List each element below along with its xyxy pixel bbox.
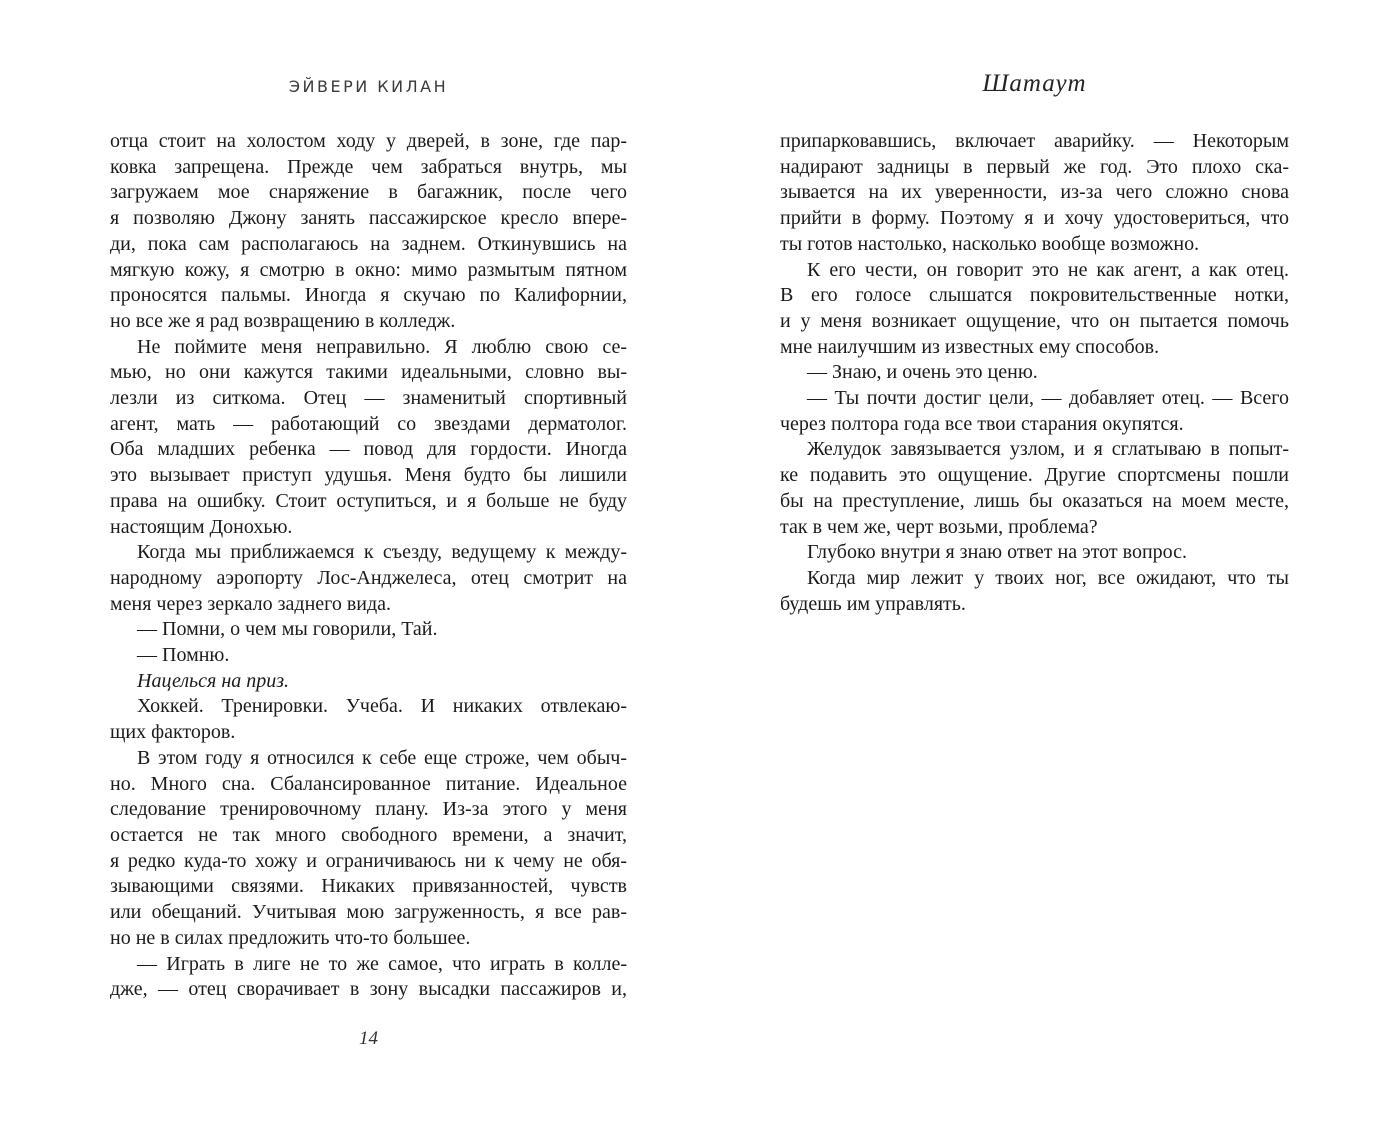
text-line: В его голосе слышатся покровительственные нотки, [780,284,1289,307]
text-line: Глубоко внутри я знаю ответ на этот вопрос. [807,541,1188,564]
text-line: ди, пока сам располагаюсь на заднем. Откинувшись на [110,232,627,255]
text-line: ке подавить это ощущение. Другие спортсмены пошли [780,464,1289,487]
text-line: зывающими связями. Никаких привязанностей, чувств [110,875,627,898]
text-line: Желудок завязывается узлом, и я сглатываю в попыт- [807,438,1289,461]
text-line: Нацелься на приз. [137,669,290,692]
text-line: К его чести, он говорит это не как агент, а как отец. [807,258,1289,281]
text-line: меня через зеркало заднего вида. [110,592,392,615]
text-line: щих факторов. [110,721,236,744]
paragraph [110,335,627,541]
text-line: бы на преступление, лишь бы оказаться на моем месте, [780,489,1289,512]
text-line: через полтора года все твои старания окупятся. [780,412,1184,435]
text-line: Когда мы приближаемся к съезду, ведущему к между- [137,541,627,564]
text-line: будешь им управлять. [780,592,966,615]
text-line: агент, мать — работающий со звездами дерматолог. [110,412,627,435]
text-line: Не поймите меня неправильно. Я люблю свою се- [137,335,627,358]
text-line: прийти в форму. Поэтому я и хочу удостовериться, что [780,207,1289,230]
text-line: ты готов настолько, насколько вообще возможно. [780,232,1200,255]
paragraph [110,694,627,745]
text-line: припарковавшись, включает аварийку. — Некоторым [780,130,1289,152]
text-line: отца стоит на холостом ходу у дверей, в зоне, где пар- [110,130,627,152]
text-line: мью, но они кажутся такими идеальными, словно вы- [110,361,627,384]
page-number: 14 [359,1028,378,1049]
text-line: следование тренировочному плану. Из-за этого у меня [110,798,627,821]
text-line: надирают задницы в первый же год. Это плохо ска- [780,155,1289,178]
text-line: но. Много сна. Сбалансированное питание. Идеальное [110,772,627,795]
text-line: но все же я рад возвращению в колледж. [110,309,456,332]
paragraph [780,566,1289,617]
text-line: остается не так много свободного времени, а значит, [110,823,627,846]
text-line: проносятся пальмы. Иногда я скучаю по Калифорнии, [110,284,627,307]
text-line: мягкую кожу, я смотрю в окно: мимо размытым пятном [110,258,627,281]
paragraph [780,437,1289,540]
paragraph [780,258,1289,361]
text-line: так в чем же, черт возьми, проблема? [780,515,1098,538]
text-line: народному аэропорту Лос-Анджелеса, отец смотрит на [110,566,627,589]
text-line: — Помни, о чем мы говорили, Тай. [137,618,438,641]
paragraph [110,643,627,669]
text-line: мне наилучшим из известных ему способов. [780,335,1160,358]
text-line: — Помню. [137,644,230,667]
paragraph [110,540,627,617]
text-line: — Играть в лиге не то же самое, что играть в колле- [137,952,627,975]
text-line: я редко куда-то хожу и ограничиваюсь ни к чему не обя- [110,849,627,872]
text-line: В этом году я относился к себе еще строже, чем обыч- [137,746,627,769]
paragraph [780,386,1289,437]
paragraph [780,360,1289,386]
text-line: это вызывает приступ удушья. Меня будто бы лишили [110,464,627,487]
text-line: или обещаний. Учитывая мою загруженность, я все рав- [110,901,627,924]
paragraph [110,669,627,695]
paragraph [110,746,627,952]
text-line: лезли из ситкома. Отец — знаменитый спортивный [110,387,627,410]
text-line: но не в силах предложить что-то большее. [110,926,471,949]
text-line: я позволяю Джону занять пассажирское кресло впере- [110,207,627,230]
paragraph [780,540,1289,566]
text-line: зывается на их уверенности, из-за чего сложно снова [780,181,1289,204]
text-line: загружаем мое снаряжение в багажник, после чего [110,181,627,204]
paragraph [780,129,1289,258]
text-line: Когда мир лежит у твоих ног, все ожидают, что ты [807,566,1289,589]
text-line: Хоккей. Тренировки. Учеба. И никаких отвлекаю- [137,695,627,718]
text-line: — Знаю, и очень это ценю. [807,361,1038,384]
running-header-book-title: Шатаут [982,70,1087,97]
text-line: и у меня возникает ощущение, что он пытается помочь [780,309,1289,332]
paragraph [110,129,627,335]
running-header-author: ЭЙВЕРИ КИЛАН [288,77,449,96]
text-line: права на ошибку. Стоит оступиться, и я больше не буду [110,489,627,512]
right-page-text-column [780,129,1289,617]
text-line: дже, — отец сворачивает в зону высадки пассажиров и, [110,978,627,1001]
text-line: — Ты почти достиг цели, — добавляет отец. — Всего [807,387,1289,410]
text-line: Оба младших ребенка — повод для гордости. Иногда [110,438,627,461]
paragraph [110,952,627,1003]
text-line: ковка запрещена. Прежде чем забраться внутрь, мы [110,155,627,178]
left-page-text-column [110,129,627,1003]
text-line: настоящим Донохью. [110,515,293,538]
paragraph [110,617,627,643]
